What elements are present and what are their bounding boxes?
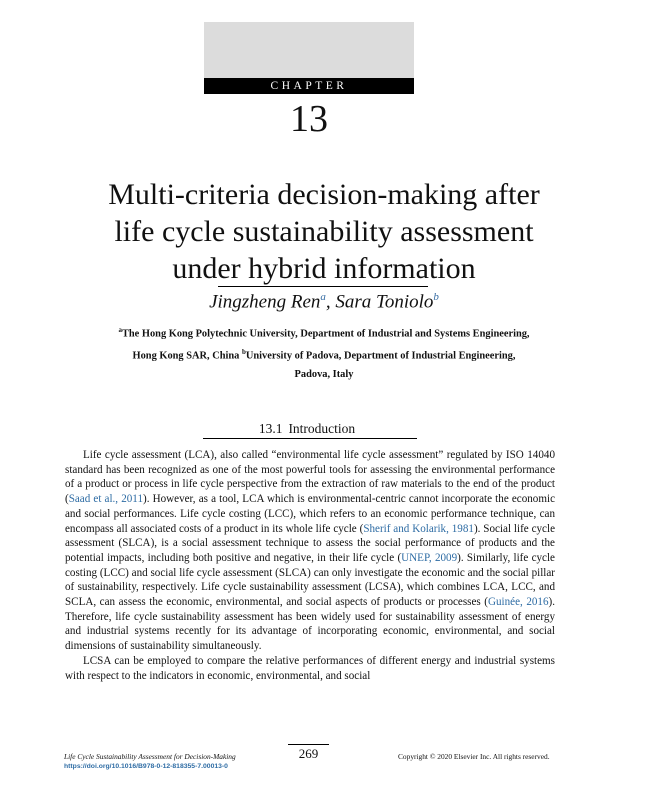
paragraph: LCSA can be employed to compare the relative performances of different energy and industrial systems with respect to the indicators in economic, environmental, and social [65,654,555,682]
title-rule [218,286,428,287]
chapter-label: CHAPTER [204,78,414,94]
affiliations [64,321,584,384]
title-line: under hybrid information [172,252,476,285]
footer-rule [288,744,329,745]
book-title: Life Cycle Sustainability Assessment for Decision-Making [64,752,236,761]
section-title: Introduction [288,421,356,436]
paragraph [65,448,555,654]
chapter-number: 13 [290,98,328,140]
author-name: Sara Toniolo [335,291,434,313]
author-affiliation-marker[interactable]: b [433,291,439,303]
page-number: 269 [298,746,319,761]
text-run: Life cycle assessment (LCA), also called “environmental life cycle assessment” regulated by ISO 14040 standard has been recognized as one of the most powerful tools for assessing the environmental performance of a product or process in life cycle perspective from the extraction of raw materials to the end of the product ( [65,449,555,506]
chapter-title [40,176,608,287]
section-heading [0,421,620,437]
affiliation-text: Padova, Italy [294,368,354,380]
body-text [65,448,555,683]
affiliation-marker: a [118,326,122,334]
citation-link[interactable]: UNEP, 2009 [401,551,458,564]
affiliation-marker: b [241,348,246,357]
text-run: ). Social life cycle assessment (SLCA), is a social assessment technique to assess the social performance of products and the potential impacts, including both positive and negative, in their life cycle ( [65,522,555,564]
affiliation-text: University of Padova, Department of Industrial Engineering, [245,350,516,362]
citation-link[interactable]: Sherif and Kolarik, 1981 [363,522,474,535]
chapter-header-box [204,22,414,78]
section-rule [203,438,417,439]
author-affiliation-marker[interactable]: a [320,291,326,303]
text-run: ). Therefore, life cycle sustainability assessment has been widely used for sustainability assessment of energy and industrial systems recently for its advantage of incorporating economic, environmental, and social dimensions of sustainability simultaneously. [65,596,555,653]
text-run: ). Similarly, life cycle costing (LCC) and social life cycle assessment (SLCA) can only investigate the economic and the social pillar of sustainability, respectively. Life cycle sustainability assessment (LCSA), which combines LCA, LCC, and SCLA, can assess the economic, environmental, and social aspects of products or processes ( [65,551,555,609]
affiliation-text: Hong Kong SAR, China [132,350,240,362]
copyright-notice: Copyright © 2020 Elsevier Inc. All rights reserved. [398,752,550,761]
doi-link[interactable]: https://doi.org/10.1016/B978-0-12-818355-7.00013-0 [64,763,228,770]
text-run: ). However, as a tool, LCA which is environmental-centric cannot incorporate the economic and social performances. Life cycle costing (LCC), which refers to an economic performance technique, can encompass all associated costs of a product in its whole life cycle ( [65,493,555,535]
author-name: Jingzheng Ren [209,291,321,313]
title-line: Multi-criteria decision-making after [108,178,540,211]
section-number: 13.1 [258,421,283,436]
affiliation-text: The Hong Kong Polytechnic University, Department of Industrial and Systems Engineering, [121,328,530,340]
author-list: Jingzheng Ren$^a$, Sara Toniolo$^b$ [209,291,439,313]
citation-link[interactable]: Saad et al., 2011 [68,493,143,506]
citation-link[interactable]: Guinée, 2016 [487,596,549,609]
title-line: life cycle sustainability assessment [114,215,534,248]
